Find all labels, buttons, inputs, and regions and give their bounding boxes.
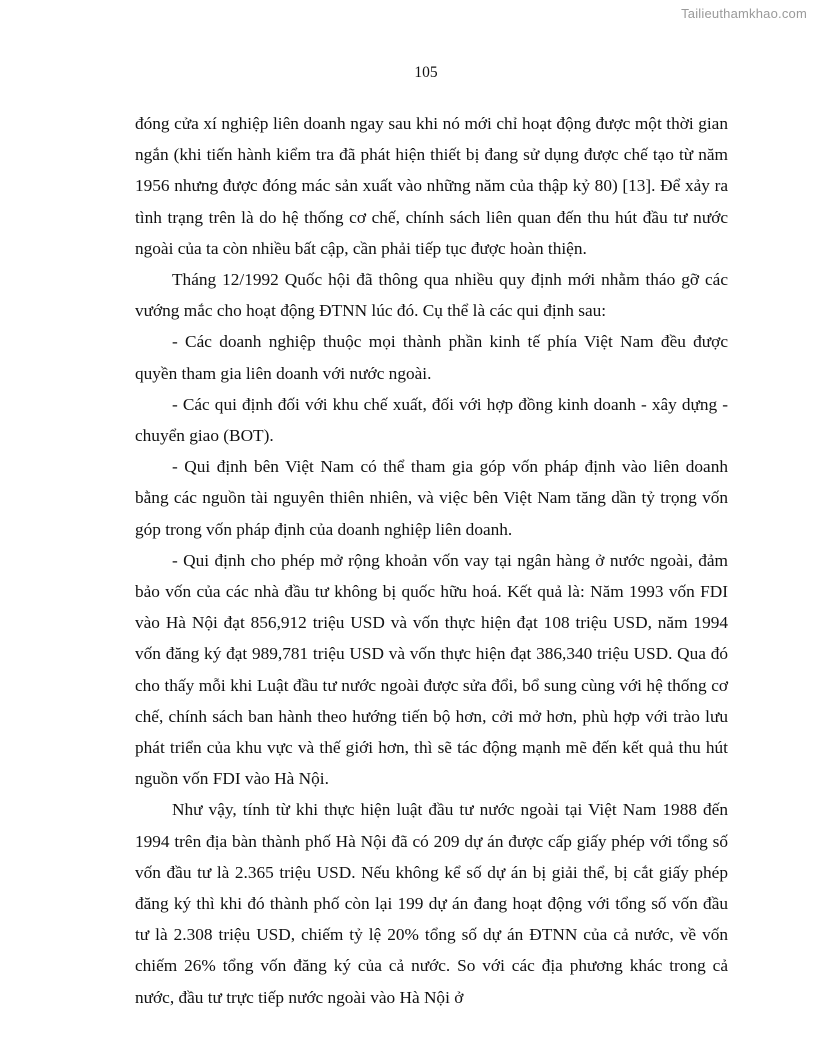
document-body bbox=[135, 108, 728, 1013]
watermark-text: Tailieuthamkhao.com bbox=[681, 6, 807, 21]
list-item-paragraph: - Các qui định đối với khu chế xuất, đối với hợp đồng kinh doanh - xây dựng - chuyển giao (BOT). bbox=[135, 394, 728, 446]
paragraph: Như vậy, tính từ khi thực hiện luật đầu tư nước ngoài tại Việt Nam 1988 đến 1994 trên địa bàn thành phố Hà Nội đã có 209 dự án được cấp giấy phép với tổng số vốn đầu tư là 2.365 triệu USD. Nếu không kể số dự án bị giải thể, bị cắt giấy phép đăng ký thì khi đó thành phố còn lại 199 dự án đang hoạt động với tổng số vốn đầu tư là 2.308 triệu USD, chiếm tỷ lệ 20% tổng số dự án ĐTNN của cả nước, về vốn chiếm 26% tổng vốn đăng ký của cả nước. So với các địa phương khác trong cả nước, đầu tư trực tiếp nước ngoài vào Hà Nội ở bbox=[135, 800, 728, 1007]
list-item-paragraph: - Các doanh nghiệp thuộc mọi thành phần kinh tế phía Việt Nam đều được quyền tham gia liên doanh với nước ngoài. bbox=[135, 332, 728, 383]
list-item-paragraph: - Qui định bên Việt Nam có thể tham gia góp vốn pháp định vào liên doanh bằng các nguồn tài nguyên thiên nhiên, và việc bên Việt Nam tăng dần tỷ trọng vốn góp trong vốn pháp định của doanh nghiệp liên doanh. bbox=[135, 457, 728, 539]
page-number: 105 bbox=[414, 64, 438, 81]
paragraph-continuation: đóng cửa xí nghiệp liên doanh ngay sau khi nó mới chỉ hoạt động được một thời gian ngắn (khi tiến hành kiểm tra đã phát hiện thiết bị đang sử dụng được chế tạo từ năm 1956 nhưng được đóng mác sản xuất vào những năm của thập kỷ 80) [13]. Để xảy ra tình trạng trên là do hệ thống cơ chế, chính sách liên quan đến thu hút đầu tư nước ngoài của ta còn nhiều bất cập, cần phải tiếp tục được hoàn thiện. bbox=[135, 114, 728, 258]
list-item-paragraph: - Qui định cho phép mở rộng khoản vốn vay tại ngân hàng ở nước ngoài, đảm bảo vốn của các nhà đầu tư không bị quốc hữu hoá. Kết quả là: Năm 1993 vốn FDI vào Hà Nội đạt 856,912 triệu USD và vốn thực hiện đạt 108 triệu USD, năm 1994 vốn đăng ký đạt 989,781 triệu USD và vốn thực hiện đạt 386,340 triệu USD. Qua đó cho thấy mỗi khi Luật đầu tư nước ngoài được sửa đổi, bổ sung cùng với hệ thống cơ chế, chính sách ban hành theo hướng tiến bộ hơn, cởi mở hơn, phù hợp với trào lưu phát triển của khu vực và thế giới hơn, thì sẽ tác động mạnh mẽ đến kết quả thu hút nguồn vốn FDI vào Hà Nội. bbox=[135, 550, 728, 789]
paragraph: Tháng 12/1992 Quốc hội đã thông qua nhiều quy định mới nhằm tháo gỡ các vướng mắc cho hoạt động ĐTNN lúc đó. Cụ thể là các qui định sau: bbox=[135, 270, 728, 321]
